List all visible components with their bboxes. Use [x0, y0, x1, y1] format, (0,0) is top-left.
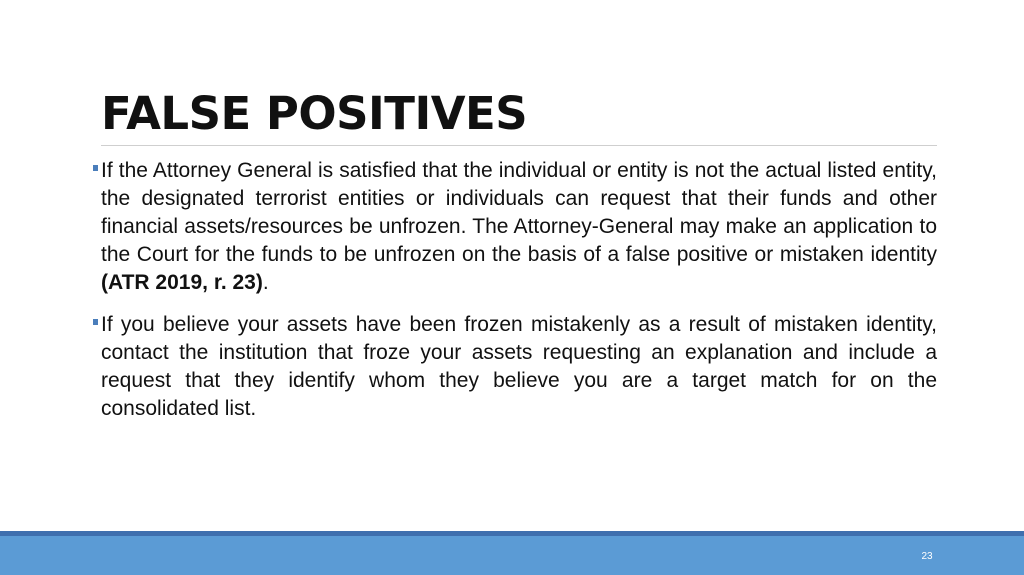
- bullet-trailing-punctuation: .: [262, 271, 269, 294]
- bullet-text: If you believe your assets have been frozen mistakenly as a result of mistaken identity, contact the institution that froze your assets requesting an explanation and include a request that they identify whom they believe you are a target match for on the consolidated list.: [101, 313, 937, 420]
- square-bullet-icon: [93, 319, 98, 325]
- bullet-item-false-positive: [88, 157, 937, 297]
- bullet-citation: (ATR 2019, r. 23): [101, 271, 263, 294]
- title-divider: [101, 145, 937, 146]
- page-number: 23: [921, 551, 933, 562]
- footer-band: [0, 536, 1024, 575]
- slide-title: FALSE POSITIVES: [101, 87, 528, 140]
- bullet-list: [88, 157, 937, 437]
- square-bullet-icon: [93, 165, 98, 171]
- bullet-item-mistaken-freeze: [88, 311, 937, 423]
- bullet-text: If the Attorney General is satisfied that the individual or entity is not the actual listed entity, the designated terrorist entities or individuals can request that their funds and other financial assets/resources be unfrozen. The Attorney-General may make an application to the Court for the funds to be unfrozen on the basis of a false positive or mistaken identity: [101, 159, 937, 266]
